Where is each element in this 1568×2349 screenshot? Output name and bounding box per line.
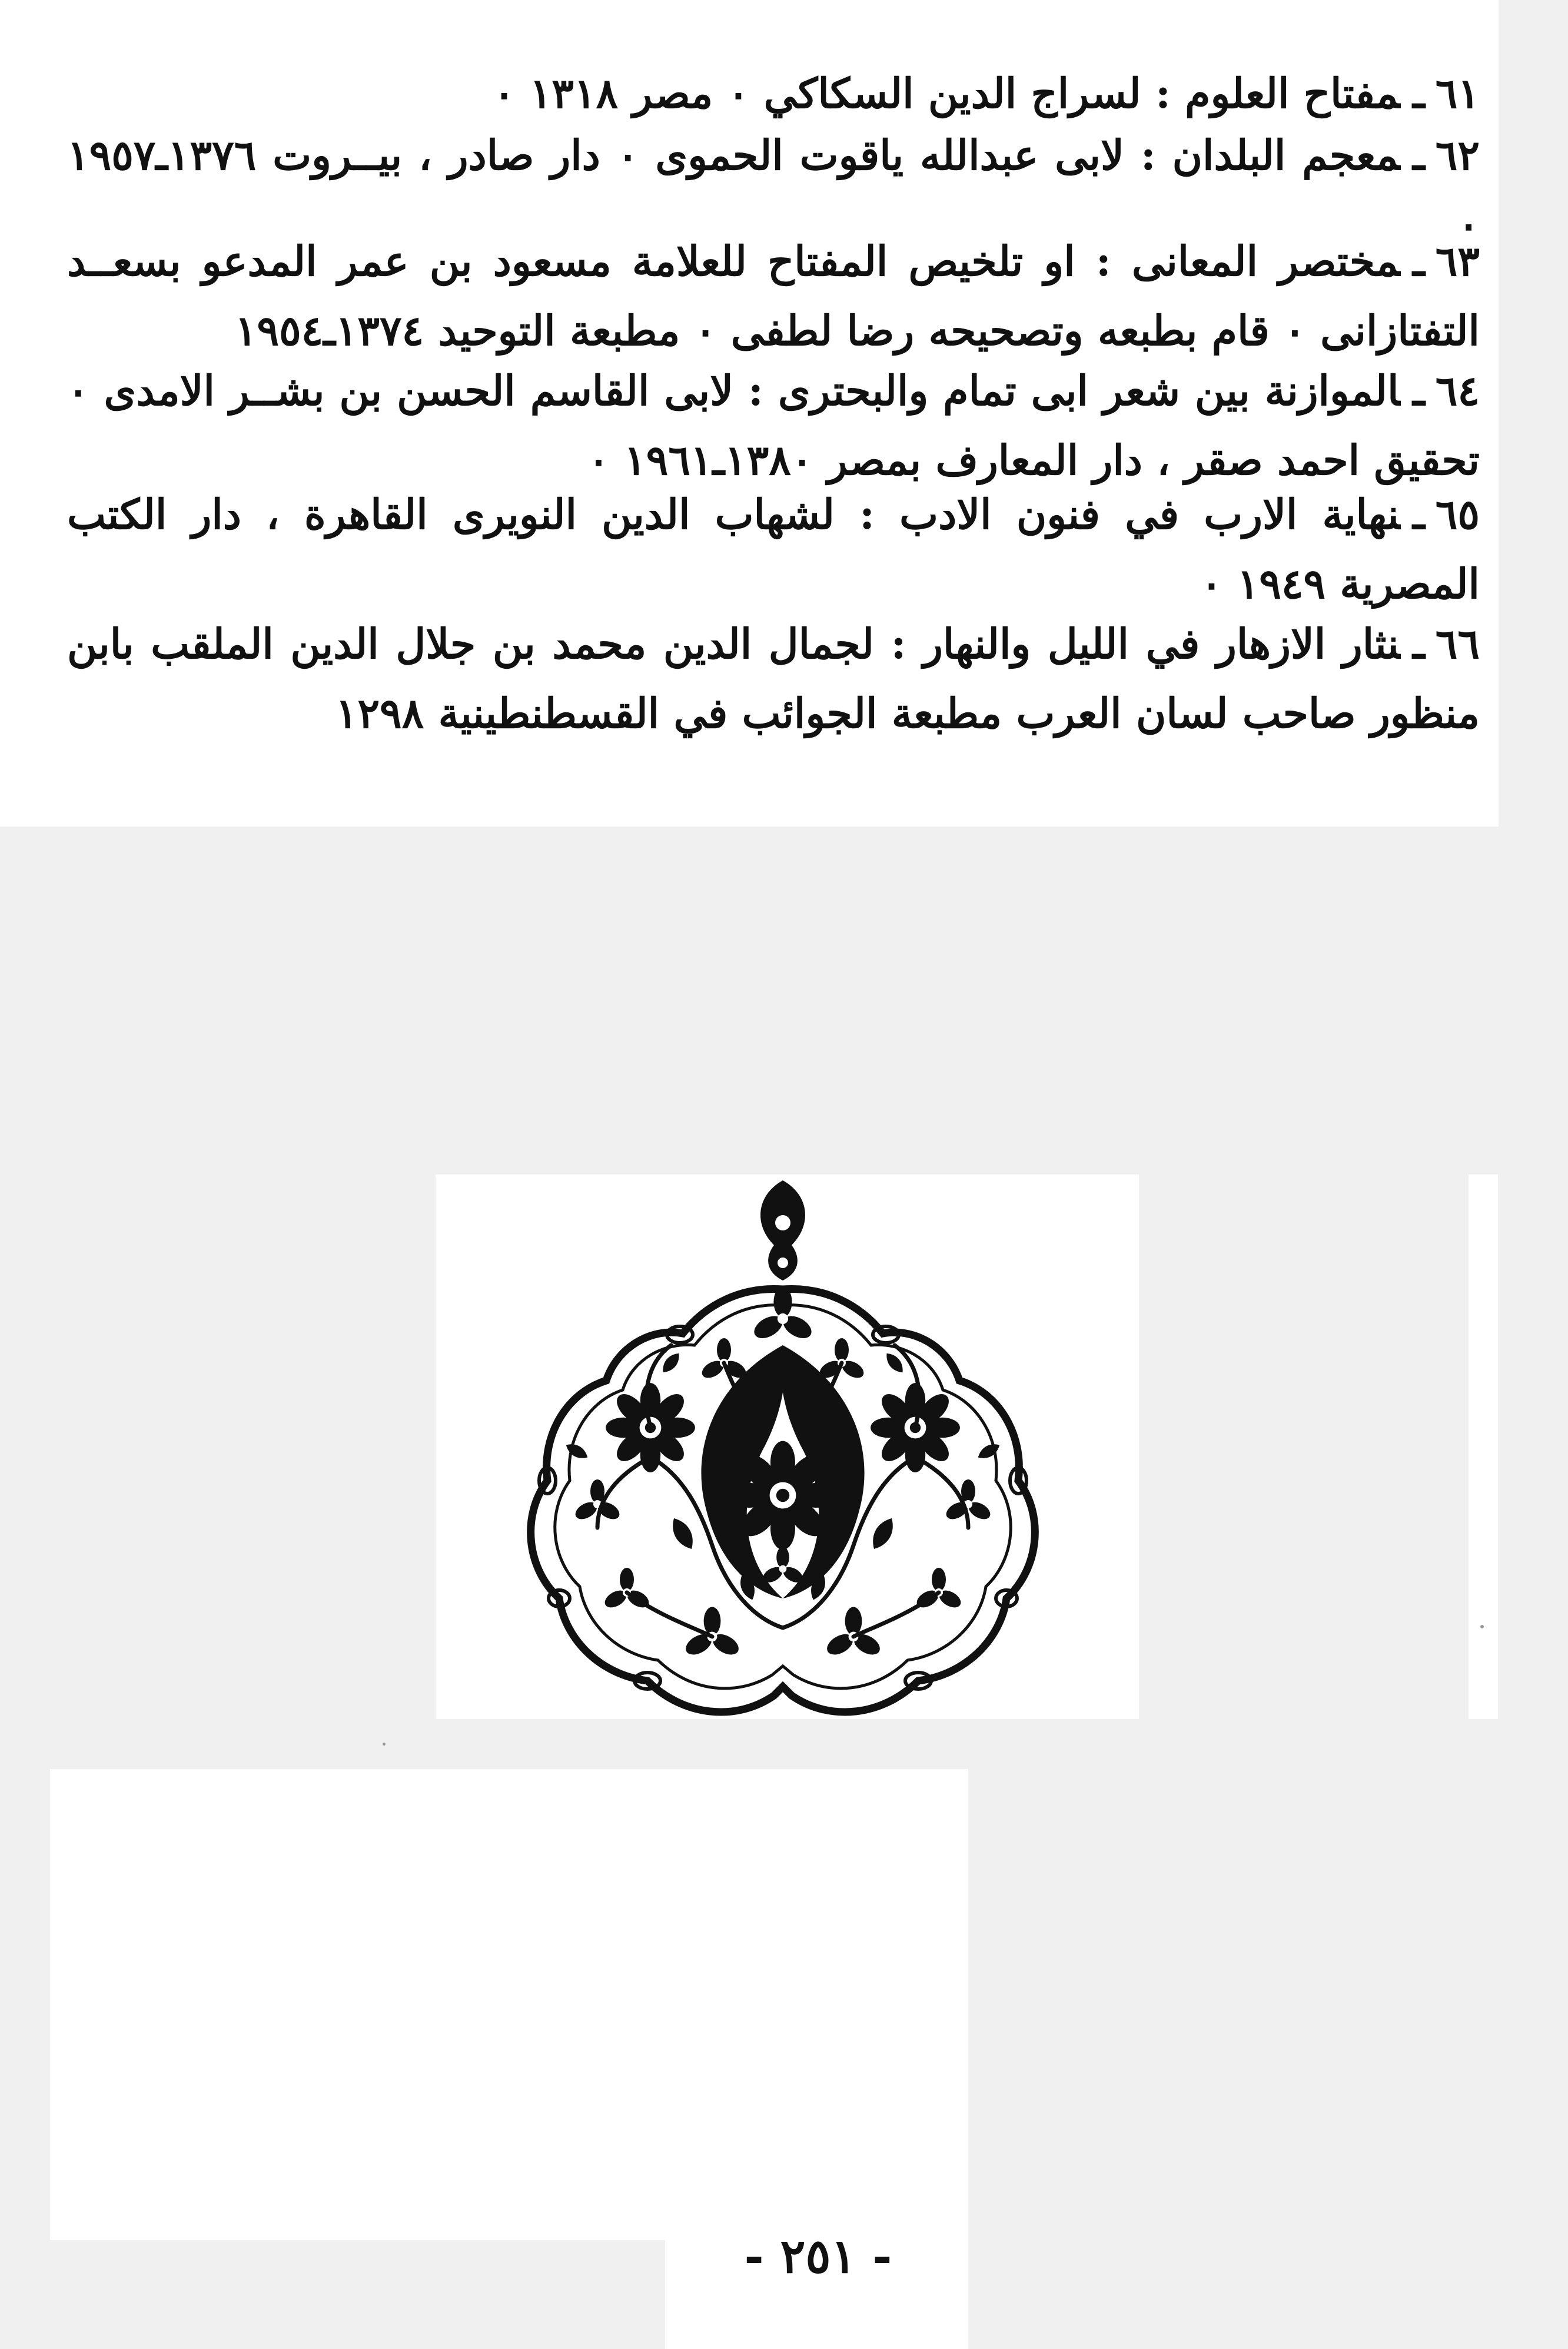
bibliography-entry	[67, 480, 1480, 619]
scan-speck	[383, 1743, 386, 1746]
bibliography-entry	[67, 227, 1480, 366]
bibliography-entry	[67, 609, 1480, 748]
floral-ornament-icon	[471, 1169, 1095, 1763]
entry-dash: ـ	[1413, 619, 1425, 668]
entry-text: مختصر المعانى : او تلخيص المفتاح للعلامة مسعود بن عمر المدعو بسعــد التفتازانى ٠ قام بطبعه وتصحيحه رضا لطفى ٠ مطبعة التوحيد ١٣٧٤ـ١٩٥٤	[67, 237, 1480, 355]
bibliography-entry	[67, 356, 1480, 495]
entry-number: ٦٢	[1435, 131, 1480, 180]
entry-number: ٦١	[1435, 69, 1480, 118]
entry-number: ٦٥	[1435, 490, 1480, 539]
bibliography-entry	[67, 59, 1480, 128]
page-number: - ٢٥١ -	[744, 2228, 892, 2284]
page-bottom-paper	[50, 1769, 968, 2240]
entry-text: نهاية الارب في فنون الادب : لشهاب الدين النويرى القاهرة ، دار الكتب المصرية ١٩٤٩ ٠	[67, 490, 1480, 608]
entry-dash: ـ	[1413, 131, 1425, 180]
entry-text: الموازنة بين شعر ابى تمام والبحترى : لابى القاسم الحسن بن بشــر الامدى ٠ تحقيق احمد صقر ، دار المعارف بمصر ١٣٨٠ـ١٩٦١ ٠	[67, 366, 1480, 485]
entry-number: ٦٦	[1435, 619, 1480, 668]
entry-text: مفتاح العلوم : لسراج الدين السكاكي ٠ مصر ١٣١٨ ٠	[493, 69, 1400, 118]
scan-speck	[1480, 1625, 1484, 1628]
entry-text: نثار الازهار في الليل والنهار : لجمال الدين محمد بن جلال الدين الملقب بابن منظور صاحب لسان العرب مطبعة الجوائب في القسطنطينية ١٢٩٨	[67, 619, 1480, 738]
entry-number: ٦٤	[1435, 366, 1480, 415]
entry-dash: ـ	[1413, 366, 1425, 415]
paper-strip	[1469, 1174, 1498, 1719]
entry-number: ٦٣	[1435, 237, 1480, 286]
entry-dash: ـ	[1413, 237, 1425, 286]
entry-text: معجم البلدان : لابى عبدالله ياقوت الحموى ٠ دار صادر ، بيــروت ١٣٧٦ـ١٩٥٧ ٠	[67, 131, 1480, 249]
entry-dash: ـ	[1413, 69, 1425, 118]
entry-dash: ـ	[1413, 490, 1425, 539]
